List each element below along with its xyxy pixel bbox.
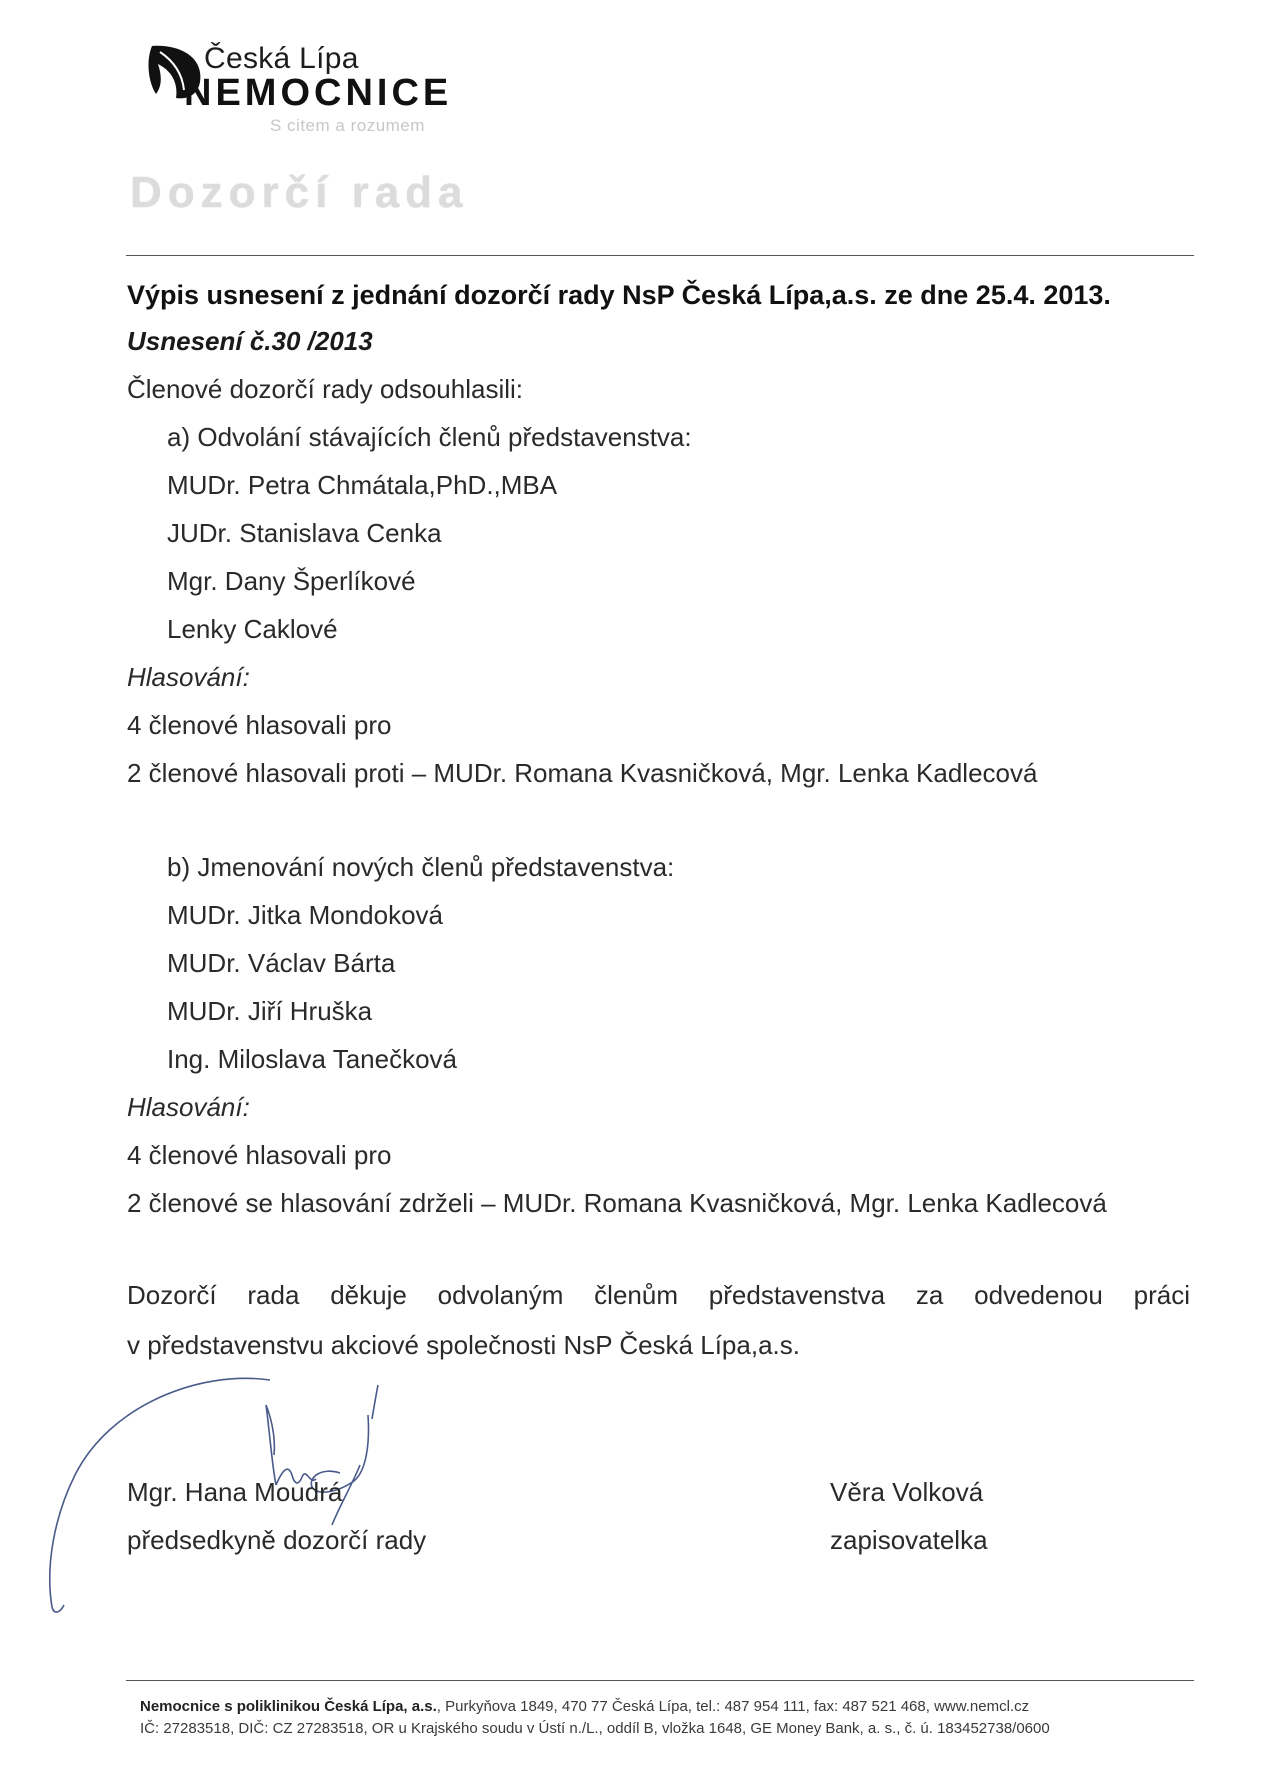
section-b-member: MUDr. Jitka Mondoková: [167, 900, 443, 930]
section-a-member: JUDr. Stanislava Cenka: [167, 518, 442, 548]
signatory-name: Mgr. Hana Moudrá: [127, 1477, 343, 1507]
section-b-member: Ing. Miloslava Tanečková: [167, 1044, 458, 1074]
document-heading: Výpis usnesení z jednání dozorčí rady NsP Česká Lípa,a.s. ze dne 25.4. 2013.: [127, 280, 1111, 310]
intro-text: Členové dozorčí rady odsouhlasili:: [127, 374, 523, 404]
logo-name: NEMOCNICE: [184, 72, 453, 114]
section-a-vote: 2 členové hlasovali proti – MUDr. Romana Kvasničková, Mgr. Lenka Kadlecová: [127, 758, 1038, 788]
section-b-title: b) Jmenování nových členů představenstva:: [167, 852, 675, 882]
signatory-name: Věra Volková: [830, 1477, 984, 1507]
section-b-vote-label: Hlasování:: [127, 1092, 250, 1122]
header-divider: [126, 255, 1194, 256]
closing-line-2: v představenstvu akciové společnosti NsP Česká Lípa,a.s.: [127, 1330, 800, 1360]
section-b-vote: 4 členové hlasovali pro: [127, 1140, 392, 1170]
footer-company: Nemocnice s poliklinikou Česká Lípa, a.s.: [140, 1698, 437, 1715]
footer-divider: [126, 1680, 1194, 1681]
resolution-number: Usnesení č.30 /2013: [127, 326, 373, 356]
hospital-logo: [148, 40, 468, 140]
section-a-member: Mgr. Dany Šperlíkové: [167, 566, 416, 596]
footer-address: [140, 1698, 1029, 1715]
section-a-member: Lenky Caklové: [167, 614, 338, 644]
footer-registry: IČ: 27283518, DIČ: CZ 27283518, OR u Krajského soudu v Ústí n./L., oddíl B, vložka 1648, GE Money Bank, a. s., č. ú. 183452738/0600: [140, 1720, 1050, 1737]
board-title: Dozorčí rada: [130, 168, 469, 217]
section-a-title: a) Odvolání stávajících členů představenstva:: [167, 422, 692, 452]
signatory-role: předsedkyně dozorčí rady: [127, 1525, 427, 1555]
section-a-member: MUDr. Petra Chmátala,PhD.,MBA: [167, 470, 558, 500]
footer-contact: , Purkyňova 1849, 470 77 Česká Lípa, tel.: 487 954 111, fax: 487 521 468, www.nemcl.cz: [436, 1698, 1030, 1715]
section-b-vote: 2 členové se hlasování zdrželi – MUDr. Romana Kvasničková, Mgr. Lenka Kadlecová: [127, 1188, 1107, 1218]
section-a-vote: 4 členové hlasovali pro: [127, 710, 392, 740]
logo-city: Česká Lípa: [204, 42, 359, 75]
logo-tagline: S citem a rozumem: [270, 116, 425, 135]
section-a-vote-label: Hlasování:: [127, 662, 250, 692]
signatory-role: zapisovatelka: [830, 1525, 988, 1555]
section-b-member: MUDr. Jiří Hruška: [167, 996, 373, 1026]
closing-line-1: Dozorčí rada děkuje odvolaným členům představenstva za odvedenou práci: [127, 1280, 1190, 1310]
section-b-member: MUDr. Václav Bárta: [167, 948, 396, 978]
